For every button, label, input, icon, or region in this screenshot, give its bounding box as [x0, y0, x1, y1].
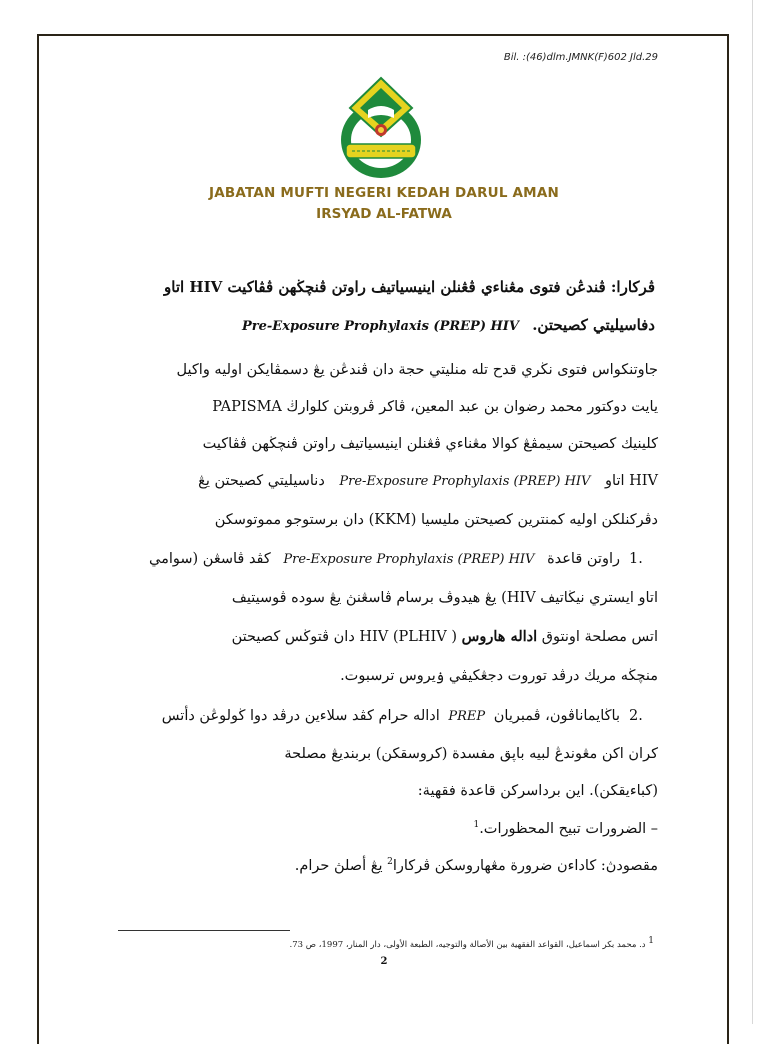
meaning-suffix: يڠ أصلڽ حرام. — [294, 857, 383, 874]
item-2-line-3: (كباءيقكن). اين برداسركن قاعدة فقهية: — [417, 783, 658, 799]
footnote-divider — [118, 930, 290, 931]
meaning-prefix: مقصودڽ: كاداءن ضرورة مڠهاروسكن ڤركارا — [392, 857, 658, 874]
paragraph-line-4-text: دناسيليتي كصيحتن يڠ — [198, 473, 325, 489]
item-1-number: 1. — [629, 551, 643, 567]
item-1-line-1 — [149, 551, 620, 567]
paragraph-line-1: جاوتنكواس فتوى نڬري قدح تله منليتي حجة دان ڤندڠن يڠ دسمڤايکن اوليه واکيل — [176, 362, 658, 378]
legal-maxim-text: – الضرورات تبيح المحظورات. — [479, 820, 658, 837]
paragraph-line-5: دڤركنلكن اوليه كمنترين كصيحتن مليسيا (KKM) دان برستوجو مموتوسكن — [214, 512, 658, 528]
paragraph-line-4 — [198, 473, 658, 489]
item-1-line-3 — [232, 628, 658, 645]
maxim-footnote-ref: 1 — [473, 820, 480, 830]
page-edge — [752, 0, 753, 1024]
item-1-ruling: اداله هاروس — [461, 628, 538, 645]
item-2-number: 2. — [629, 708, 643, 724]
item-1-line-2: اتاو ايستري نيڬاتيف HIV) يڠ هيدوڤ برسام ڤاسڠنڽ يڠ سوده ڤوسيتيف — [231, 590, 658, 606]
page-number: 2 — [380, 956, 388, 967]
paragraph-line-4-suffix: HIV اتاو — [605, 473, 658, 489]
item-2-line-1 — [162, 708, 620, 724]
footnote — [290, 936, 654, 950]
item-1-line-3-suffix: اتس مصلحة اونتوق — [541, 629, 658, 645]
paragraph-latin-term: Pre-Exposure Prophylaxis (PREP) HIV — [339, 474, 591, 489]
paragraph-line-3: كلينيك كصيحتن سيمڤڠ كوالا مڠناءي ڤڠنلن اينيسياتيف راوتن ڤنچڬهن ڤڤاكيت — [202, 436, 658, 452]
item-1-suffix: كڤد ڤاسڠن (سوامي — [149, 551, 271, 567]
item-2-suffix: اداله حرام كڤد سلاءين درڤد دوا ڬولوڠن دأتس — [161, 708, 440, 724]
meaning-footnote-ref: 2 — [387, 857, 393, 867]
item-1-prefix: راوتن قاعدة — [547, 551, 620, 567]
document-type: IRSYAD AL-FATWA — [316, 206, 452, 222]
jabatan-mufti-logo — [338, 74, 424, 182]
item-1-latin-term: Pre-Exposure Prophylaxis (PREP) HIV — [283, 552, 535, 567]
footnote-number: 1 — [648, 936, 654, 946]
maxim-meaning — [295, 857, 658, 874]
footnote-text: د. محمد بكر اسماعيل، القواعد الفقهية بين الأصالة والتوجيه، الطبعة الأولى، دار المنار، 1997، ص 73. — [289, 939, 646, 950]
title-jawi-suffix: دفاسيليتي کصيحتن. — [532, 316, 655, 334]
item-2-latin-term: PREP — [448, 709, 486, 724]
item-2-line-2: كران اكن مڠوندڠ لبيه باڽق مفسدة (كروسقكن) بربنديڠ مصلحة — [284, 746, 658, 762]
item-2-prefix: باڬايماناڤون، ڤمبريان — [493, 708, 620, 724]
organization-name: JABATAN MUFTI NEGERI KEDAH DARUL AMAN — [209, 185, 559, 201]
title-line-1: ڤركارا: ڤندڠن فتوى مڠناءي ڤڠنلن اينيسياتيف راوتن ڤنچڬهن ڤڤاکيت HIV اتاو — [164, 278, 655, 296]
legal-maxim — [473, 820, 658, 837]
item-1-line-4: منچڬه مريك درڤد توروت دجڠكيڤي ۏيروس ترسبوت. — [340, 668, 658, 684]
title-latin-term: Pre-Exposure Prophylaxis (PREP) HIV — [242, 319, 519, 334]
reference-number: Bil. :(46)dlm.JMNK(F)602 Jld.29 — [503, 52, 658, 63]
title-line-2 — [242, 316, 655, 334]
item-1-line-3-prefix: HIV (PLHIV ) دان ڤتوڬس كصيحتن — [231, 629, 458, 645]
paragraph-line-2: PAPISMA يايت دوكتور محمد رضوان بن عبد المعين، ڤاكر ڤروبتن كلوارڬ — [212, 399, 658, 415]
